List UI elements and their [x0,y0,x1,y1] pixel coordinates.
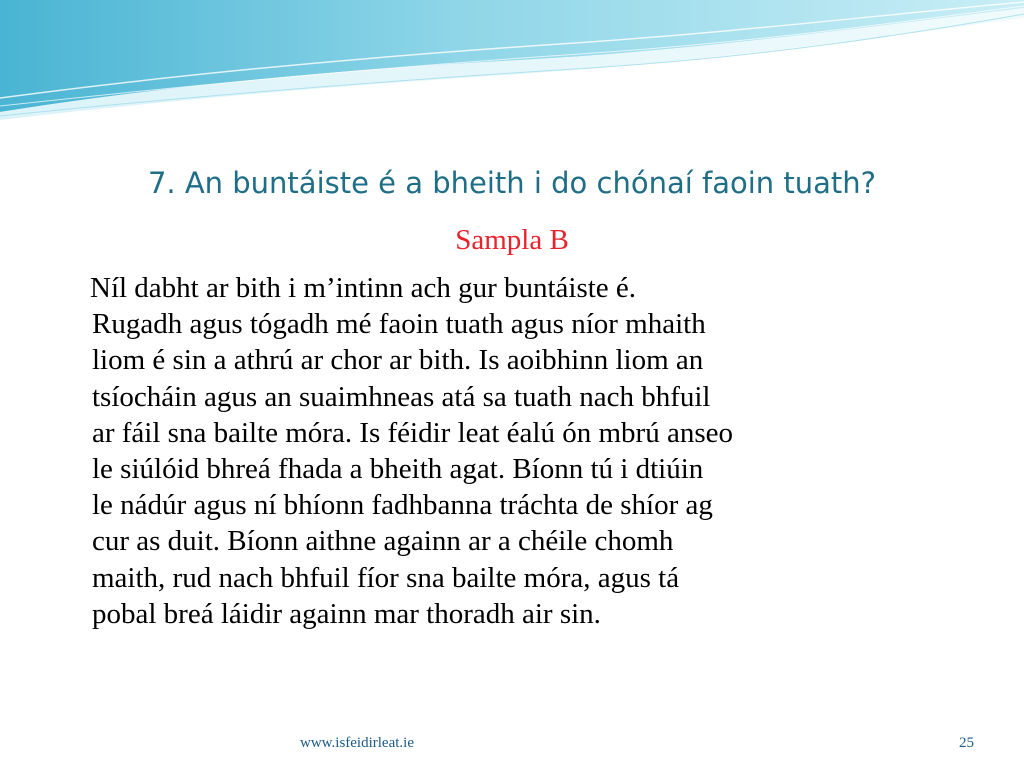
body-line: maith, rud nach bhfuil fíor sna bailte móra, agus tá [92,561,680,594]
slide-title: 7. An buntáiste é a bheith i do chónaí faoin tuath? [147,166,877,200]
body-line: le siúlóid bhreá fhada a bheith agat. Bíonn tú i dtiúin [92,453,704,486]
footer-url[interactable]: www.isfeidirleat.ie [300,735,414,751]
page-number: 25 [959,735,974,751]
body-line: liom é sin a athrú ar chor ar bith. Is aoibhinn liom an [92,344,704,377]
body-line: cur as duit. Bíonn aithne againn ar a chéile chomh [92,525,674,558]
body-line: tsíocháin agus an suaimhneas atá sa tuath nach bhfuil [92,380,711,413]
body-line: Níl dabht ar bith i m’intinn ach gur buntáiste é. [90,272,637,304]
body-paragraph [92,270,972,632]
body-line: Rugadh agus tógadh mé faoin tuath agus níor mhaith [92,308,706,341]
wave-decoration [0,0,1024,130]
slide-subtitle: Sampla B [455,224,569,256]
body-line: pobal breá láidir againn mar thoradh air sin. [92,597,601,630]
body-line: ar fáil sna bailte móra. Is féidir leat éalú ón mbrú anseo [92,416,733,449]
body-line: le nádúr agus ní bhíonn fadhbanna tráchta de shíor ag [92,489,713,522]
